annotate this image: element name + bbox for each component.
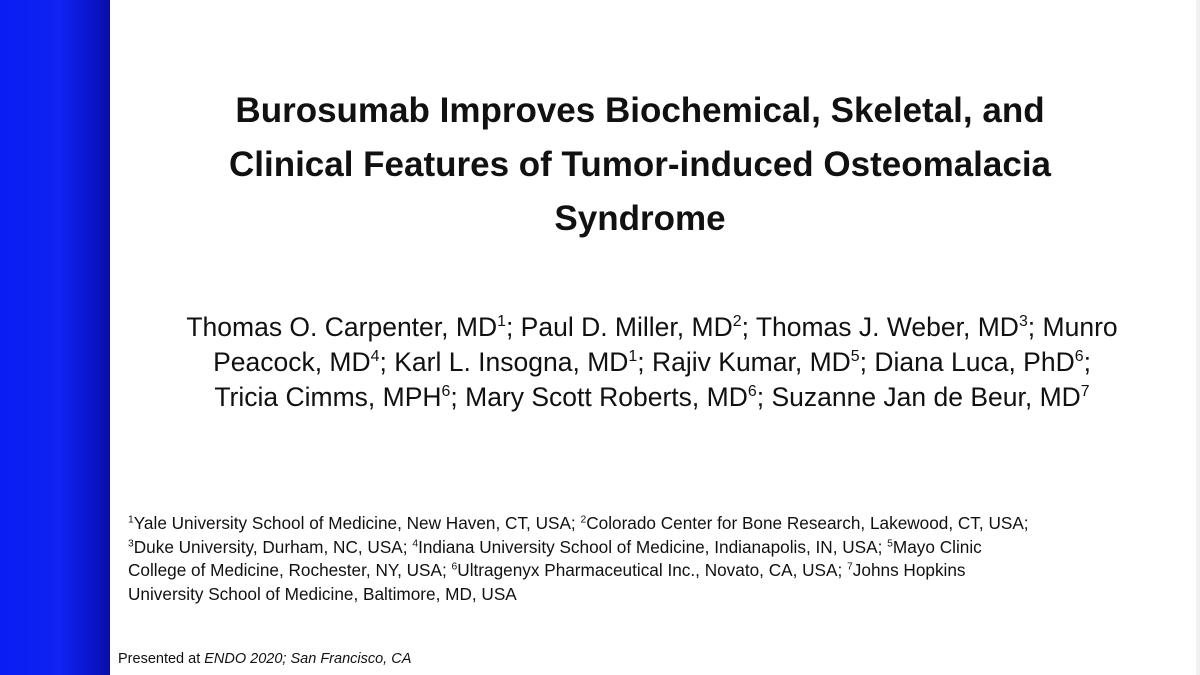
affiliation-text: Yale University School of Medicine, New Haven, CT, USA; bbox=[133, 513, 581, 533]
affiliation-text: Johns Hopkins bbox=[852, 560, 966, 580]
author-separator: ; bbox=[1027, 312, 1043, 342]
author-separator: ; bbox=[505, 312, 521, 342]
affiliation-list bbox=[128, 512, 1188, 606]
affiliation-marker: 3 bbox=[1018, 313, 1028, 331]
blue-sidebar bbox=[0, 0, 110, 675]
affiliation-text: Ultragenyx Pharmaceutical Inc., Novato, CA, USA; bbox=[457, 560, 848, 580]
slide-title bbox=[130, 84, 1150, 246]
title-line-2: Clinical Features of Tumor-induced Osteomalacia bbox=[228, 145, 1052, 184]
author-name: Karl L. Insogna, MD bbox=[394, 347, 629, 377]
affiliation-line-4 bbox=[128, 583, 1188, 607]
author-name: Munro bbox=[1042, 312, 1118, 342]
author-separator: ; bbox=[450, 382, 466, 412]
affiliation-text: College of Medicine, Rochester, NY, USA; bbox=[128, 560, 452, 580]
author-list bbox=[114, 310, 1190, 415]
affiliation-marker: 2 bbox=[732, 313, 742, 331]
author-separator: ; bbox=[1083, 347, 1091, 377]
affiliation-line-2 bbox=[128, 536, 1188, 560]
author-separator: ; bbox=[741, 312, 756, 342]
affiliation-number: 5 bbox=[887, 537, 893, 549]
author-name: Rajiv Kumar, MD bbox=[652, 347, 851, 377]
affiliation-text: Duke University, Durham, NC, USA; bbox=[133, 536, 413, 557]
affiliation-line-1 bbox=[128, 512, 1188, 536]
affiliation-text: Indiana University School of Medicine, Indianapolis, IN, USA; bbox=[418, 536, 888, 557]
affiliation-number: 7 bbox=[847, 561, 853, 573]
author-line-1 bbox=[114, 310, 1190, 345]
affiliation-marker: 4 bbox=[370, 348, 380, 366]
affiliation-marker: 6 bbox=[441, 383, 451, 401]
affiliation-marker: 5 bbox=[850, 348, 860, 366]
author-name: Thomas J. Weber, MD bbox=[755, 312, 1019, 342]
affiliation-marker: 1 bbox=[628, 348, 638, 366]
affiliation-number: 4 bbox=[412, 537, 419, 549]
affiliation-marker: 6 bbox=[747, 383, 757, 401]
affiliation-marker: 1 bbox=[497, 313, 506, 331]
title-line-1: Burosumab Improves Biochemical, Skeletal, and bbox=[235, 91, 1045, 130]
affiliation-line-3 bbox=[128, 559, 1188, 583]
author-name: Diana Luca, PhD bbox=[874, 347, 1075, 377]
author-name: Suzanne Jan de Beur, MD bbox=[771, 382, 1081, 412]
author-separator: ; bbox=[637, 347, 652, 377]
author-line-3 bbox=[114, 380, 1190, 415]
author-name: Paul D. Miller, MD bbox=[520, 312, 733, 342]
affiliation-number: 6 bbox=[451, 561, 458, 573]
affiliation-marker: 6 bbox=[1074, 348, 1084, 366]
author-name: Tricia Cimms, MPH bbox=[214, 382, 442, 412]
author-name: Mary Scott Roberts, MD bbox=[465, 382, 748, 412]
affiliation-text: Mayo Clinic bbox=[892, 536, 982, 557]
author-separator: ; bbox=[756, 382, 772, 412]
affiliation-marker: 7 bbox=[1080, 383, 1090, 401]
affiliation-number: 3 bbox=[128, 537, 134, 549]
author-separator: ; bbox=[859, 347, 875, 377]
presented-venue: ENDO 2020; San Francisco, CA bbox=[204, 651, 412, 667]
affiliation-text: University School of Medicine, Baltimore, MD, USA bbox=[128, 583, 517, 604]
title-line-3: Syndrome bbox=[554, 199, 726, 238]
author-separator: ; bbox=[379, 347, 395, 377]
presentation-footer bbox=[118, 649, 411, 669]
affiliation-number: 2 bbox=[580, 514, 587, 526]
affiliation-text: Colorado Center for Bone Research, Lakewood, CT, USA; bbox=[586, 513, 1029, 533]
presented-prefix: Presented at bbox=[118, 651, 205, 667]
author-name: Peacock, MD bbox=[213, 347, 371, 377]
author-name: Thomas O. Carpenter, MD bbox=[186, 312, 498, 342]
right-edge-border bbox=[1196, 0, 1200, 675]
affiliation-number: 1 bbox=[128, 514, 134, 526]
author-line-2 bbox=[114, 345, 1190, 380]
